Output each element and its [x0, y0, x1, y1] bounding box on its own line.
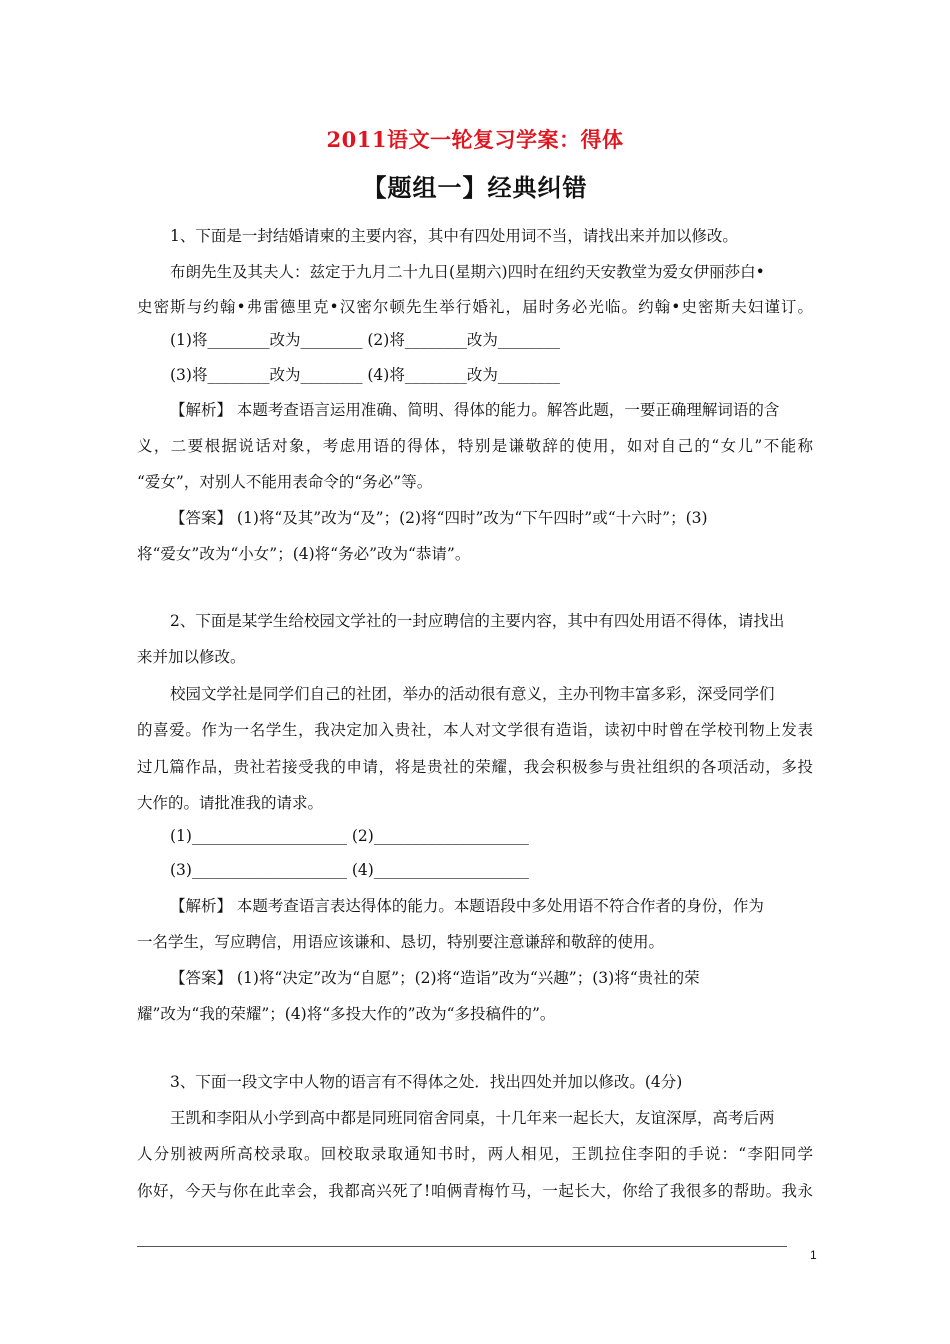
- q2-text-line: 过几篇作品，贵社若接受我的申请，将是贵社的荣耀，我会积极参与贵社组织的各项活动，多投: [137, 758, 813, 776]
- q2-prompt: 2、下面是某学生给校园文学社的一封应聘信的主要内容，其中有四处用语不得体，请找出: [170, 612, 785, 630]
- footer-divider: [137, 1246, 787, 1247]
- q3-text-line: 你好，今天与你在此幸会，我都高兴死了!咱俩青梅竹马，一起长大，你给了我很多的帮助。我永: [137, 1182, 813, 1200]
- q3-prompt: 3、下面一段文字中人物的语言有不得体之处．找出四处并加以修改。(4分): [170, 1073, 683, 1091]
- q1-answer-line: 【答案】 (1)将“及其”改为“及”；(2)将“四时”改为“下午四时”或“十六时”；(3): [170, 509, 708, 527]
- q2-answer-line: 【答案】 (1)将“决定”改为“自愿”；(2)将“造诣”改为“兴趣”；(3)将“贵社的荣: [170, 969, 700, 987]
- q2-analysis-line: 【解析】 本题考查语言表达得体的能力。本题语段中多处用语不符合作者的身份，作为: [170, 897, 764, 915]
- q1-answer-line: 将“爱女”改为“小女”；(4)将“务必”改为“恭请”。: [137, 545, 471, 563]
- q3-text-line: 王凯和李阳从小学到高中都是同班同宿舍同桌，十几年来一起长大，友谊深厚，高考后两: [170, 1109, 775, 1127]
- document-title: 2011语文一轮复习学案：得体: [326, 127, 624, 152]
- q1-prompt: 1、下面是一封结婚请柬的主要内容，其中有四处用词不当，请找出来并加以修改。: [170, 227, 738, 245]
- q1-text-line: 史密斯与约翰•弗雷德里克•汉密尔顿先生举行婚礼，届时务必光临。约翰•史密斯夫妇谨订。: [137, 298, 813, 316]
- q2-blank-line: (3)____________________ (4)____________________: [170, 861, 529, 879]
- q2-analysis-line: 一名学生，写应聘信，用语应该谦和、恳切，特别要注意谦辞和敬辞的使用。: [137, 933, 665, 951]
- q2-text-line: 的喜爱。作为一名学生，我决定加入贵社，本人对文学很有造诣，读初中时曾在学校刊物上发表: [137, 721, 813, 739]
- q1-blank-line: (3)将________改为________ (4)将________改为________: [170, 366, 560, 384]
- q3-text-line: 人分别被两所高校录取。回校取录取通知书时，两人相见，王凯拉住李阳的手说：“李阳同学: [137, 1145, 813, 1163]
- q2-prompt: 来并加以修改。: [137, 648, 246, 666]
- section-heading: 【题组一】经典纠错: [362, 173, 588, 202]
- q1-analysis-line: 【解析】 本题考查语言运用准确、简明、得体的能力。解答此题，一要正确理解词语的含: [170, 401, 780, 419]
- q2-text-line: 大作的。请批准我的请求。: [137, 794, 324, 812]
- page-number: 1: [810, 1248, 817, 1262]
- q1-analysis-line: “爱女”，对别人不能用表命令的“务必”等。: [137, 473, 433, 491]
- q1-text-line: 布朗先生及其夫人：兹定于九月二十九日(星期六)四时在纽约天安教堂为爱女伊丽莎白•: [170, 263, 765, 281]
- q1-analysis-line: 义，二要根据说话对象，考虑用语的得体，特别是谦敬辞的使用，如对自己的“女儿”不能称: [137, 437, 813, 455]
- q2-blank-line: (1)____________________ (2)____________________: [170, 827, 529, 845]
- q2-text-line: 校园文学社是同学们自己的社团，举办的活动很有意义，主办刊物丰富多彩，深受同学们: [170, 685, 775, 703]
- q1-blank-line: (1)将________改为________ (2)将________改为________: [170, 331, 560, 349]
- q2-answer-line: 耀”改为“我的荣耀”；(4)将“多投大作的”改为“多投稿件的”。: [137, 1005, 556, 1023]
